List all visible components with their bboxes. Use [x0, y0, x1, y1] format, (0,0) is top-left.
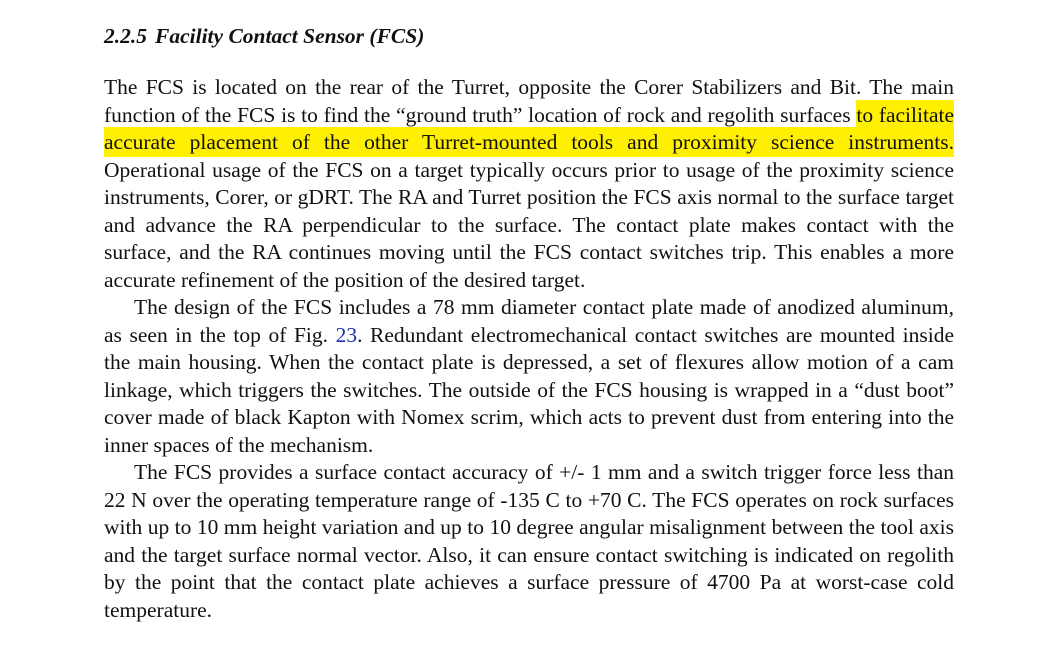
paragraph-text: . Redundant electromechanical contact switches are mounted inside the main housing. When the contact plate is depressed, a set of flexures allow motion of a cam linkage, which triggers the switches. The outside of the FCS housing is wrapped in a “dust boot” cover made of black Kapton with Nomex scrim, which acts to prevent dust from entering into the inner spaces of the mechanism. — [104, 322, 954, 457]
highlighted-text: to facilitate accurate placement of the other Turret-mounted tools and proximity science instruments. — [104, 102, 955, 154]
paragraph-text: The design of the FCS includes a 78 mm diameter contact plate made of anodized aluminum, as seen in the top of Fig. — [104, 295, 954, 347]
paragraph-fcs-design — [104, 294, 954, 459]
section-heading — [104, 22, 954, 50]
section-title: Facility Contact Sensor (FCS) — [155, 24, 425, 48]
paragraph-text: The FCS provides a surface contact accuracy of +/- 1 mm and a switch trigger force less than 22 N over the operating temperature range of -135 C to +70 C. The FCS operates on rock surfaces with up to 10 mm height variation and up to 10 degree angular misalignment between the tool axis and the target surface normal vector. Also, it can ensure contact switching is indicated on regolith by the point that the contact plate achieves a surface pressure of 4700 Pa at worst-case cold temperature. — [104, 460, 954, 622]
paragraph-fcs-location — [104, 74, 954, 294]
paragraph-fcs-performance — [104, 459, 954, 624]
paragraph-text: The FCS is located on the rear of the Turret, opposite the Corer Stabilizers and Bit. The main function of the FCS is to find the “ground truth” location of rock and regolith surfaces — [104, 75, 954, 127]
section-number: 2.2.5 — [104, 24, 147, 48]
figure-reference-link[interactable]: 23 — [335, 322, 358, 347]
paragraph-text: Operational usage of the FCS on a target typically occurs prior to usage of the proximity science instruments, Corer, or gDRT. The RA and Turret position the FCS axis normal to the surface target and advance the RA perpendicular to the surface. The contact plate makes contact with the surface, and the RA continues moving until the FCS contact switches trip. This enables a more accurate refinement of the position of the desired target. — [104, 157, 954, 292]
document-page — [104, 22, 954, 624]
